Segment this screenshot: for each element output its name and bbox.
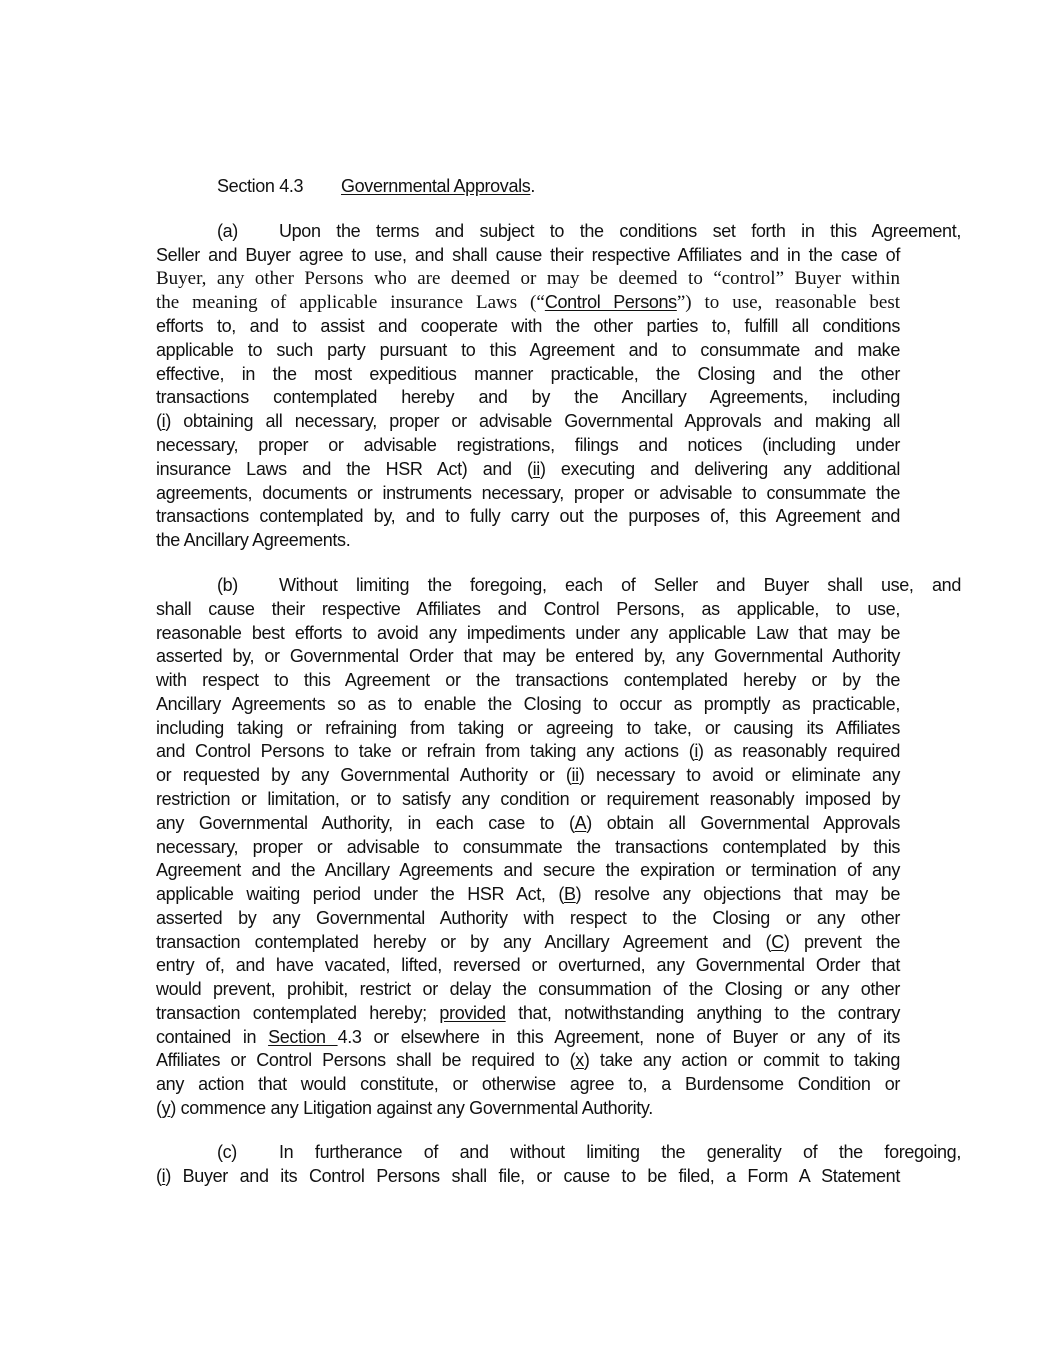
paragraph-b-line-1: (b) Without limiting the foregoing, each of Seller and Buyer shall use, and — [217, 575, 961, 595]
paragraph-a-line: Seller and Buyer agree to use, and shall cause their respective Affiliates and in the case of — [156, 245, 900, 265]
paragraph-b-line: asserted by, or Governmental Order that may be entered by, any Governmental Authority — [156, 646, 900, 666]
paragraph-a-line-1: (a) Upon the terms and subject to the conditions set forth in this Agreement, — [217, 221, 961, 241]
paragraph-a-line: insurance Laws and the HSR Act) and (ii) executing and delivering any additional — [156, 459, 900, 479]
paragraph-b-line: restriction or limitation, or to satisfy any condition or requirement reasonably imposed by — [156, 789, 900, 809]
paragraph-b-line: (y) commence any Litigation against any Governmental Authority. — [156, 1098, 653, 1118]
paragraph-b-line: transaction contemplated hereby or by any Ancillary Agreement and (C) prevent the — [156, 932, 900, 952]
paragraph-b-line: any action that would constitute, or otherwise agree to, a Burdensome Condition or — [156, 1074, 900, 1094]
paragraph-b-line: contained in Section 4.3 or elsewhere in this Agreement, none of Buyer or any of its — [156, 1027, 900, 1047]
section-number: Section 4.3 — [217, 176, 304, 196]
paragraph-b-line: applicable waiting period under the HSR Act, (B) resolve any objections that may be — [156, 884, 900, 904]
paragraph-label: (c) — [217, 1142, 237, 1162]
paragraph-b-line: Ancillary Agreements so as to enable the Closing to occur as promptly as practicable, — [156, 694, 900, 714]
paragraph-b-line: Affiliates or Control Persons shall be required to (x) take any action or commit to taking — [156, 1050, 900, 1070]
paragraph-b-line: and Control Persons to take or refrain from taking any actions (i) as reasonably required — [156, 741, 900, 761]
defined-term-control-persons: Control Persons — [544, 292, 677, 312]
paragraph-c-line: (i) Buyer and its Control Persons shall file, or cause to be filed, a Form A Statement — [156, 1166, 900, 1186]
paragraph-a-line: transactions contemplated hereby and by the Ancillary Agreements, including — [156, 387, 900, 407]
section-heading: Section 4.3 Governmental Approvals. — [217, 176, 536, 196]
section-reference: Section — [268, 1027, 338, 1047]
paragraph-label: (a) — [217, 221, 238, 241]
paragraph-a-line: Buyer, any other Persons who are deemed or may be deemed to “control” Buyer within — [156, 268, 900, 289]
paragraph-a-line: the Ancillary Agreements. — [156, 530, 351, 550]
paragraph-b-line: transaction contemplated hereby; provided that, notwithstanding anything to the contrary — [156, 1003, 900, 1023]
term-provided: provided — [439, 1003, 506, 1023]
paragraph-a-line: (i) obtaining all necessary, proper or advisable Governmental Approvals and making all — [156, 411, 900, 431]
paragraph-b-line: entry of, and have vacated, lifted, reversed or overturned, any Governmental Order that — [156, 955, 900, 975]
paragraph-a-line: effective, in the most expeditious manner practicable, the Closing and the other — [156, 364, 900, 384]
paragraph-a-line: necessary, proper or advisable registrations, filings and notices (including under — [156, 435, 900, 455]
paragraph-b-line: shall cause their respective Affiliates and Control Persons, as applicable, to use, — [156, 599, 900, 619]
paragraph-b-line: with respect to this Agreement or the transactions contemplated hereby or by the — [156, 670, 900, 690]
paragraph-b-line: including taking or refraining from taking or agreeing to take, or causing its Affiliates — [156, 718, 900, 738]
paragraph-b-line: necessary, proper or advisable to consummate the transactions contemplated by this — [156, 837, 900, 857]
paragraph-a-line: the meaning of applicable insurance Laws (“Control Persons”) to use, reasonable best — [156, 292, 900, 313]
paragraph-c-line-1: (c) In furtherance of and without limiting the generality of the foregoing, — [217, 1142, 961, 1162]
section-title: Governmental Approvals — [341, 176, 531, 196]
paragraph-b-line: any Governmental Authority, in each case to (A) obtain all Governmental Approvals — [156, 813, 900, 833]
paragraph-b-line: asserted by any Governmental Authority with respect to the Closing or any other — [156, 908, 900, 928]
paragraph-b-line: would prevent, prohibit, restrict or delay the consummation of the Closing or any other — [156, 979, 900, 999]
paragraph-b-line: or requested by any Governmental Authority or (ii) necessary to avoid or eliminate any — [156, 765, 900, 785]
paragraph-a-line: efforts to, and to assist and cooperate with the other parties to, fulfill all conditions — [156, 316, 900, 336]
paragraph-a-line: applicable to such party pursuant to this Agreement and to consummate and make — [156, 340, 900, 360]
paragraph-b-line: Agreement and the Ancillary Agreements and secure the expiration or termination of any — [156, 860, 900, 880]
paragraph-a-line: transactions contemplated by, and to fully carry out the purposes of, this Agreement and — [156, 506, 900, 526]
paragraph-label: (b) — [217, 575, 238, 595]
paragraph-b-line: reasonable best efforts to avoid any impediments under any applicable Law that may be — [156, 623, 900, 643]
paragraph-a-line: agreements, documents or instruments necessary, proper or advisable to consummate the — [156, 483, 900, 503]
